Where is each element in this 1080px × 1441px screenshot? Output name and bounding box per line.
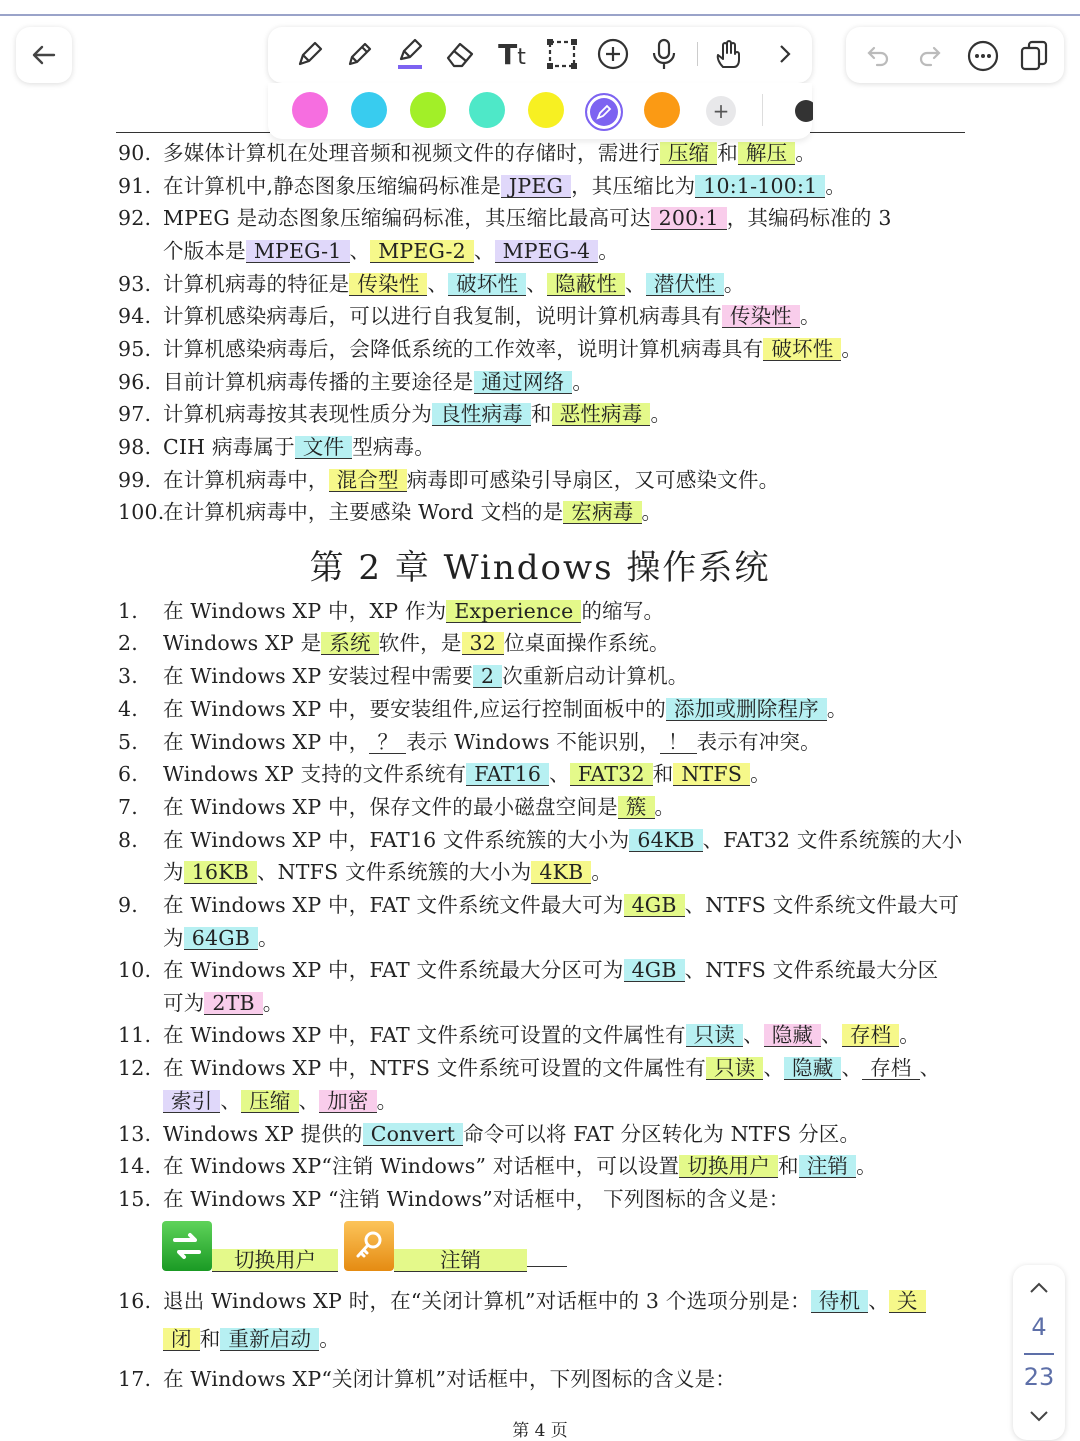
question-text: 。: [376, 1089, 398, 1113]
question-number: 98.: [118, 435, 152, 459]
question-text: 软件，是: [378, 631, 462, 655]
answer-blank: 簇: [618, 796, 655, 819]
question-text: 、: [473, 239, 495, 263]
question-text: 、: [743, 1023, 764, 1047]
question-text: 。: [723, 272, 745, 296]
question-text: 。: [262, 991, 284, 1015]
question-text: 、: [549, 762, 570, 786]
ch2-line: [118, 597, 664, 625]
question-text: 可为: [163, 991, 205, 1015]
question-text: 、: [841, 1056, 863, 1080]
pencil-icon[interactable]: [340, 34, 380, 74]
answer-blank: 200:1: [651, 207, 727, 230]
question-text: 在 Windows XP 安装过程中需要: [163, 664, 473, 688]
ch1-line: [118, 172, 846, 200]
question-text: MPEG 是动态图象压缩编码标准，其压缩比最高可达: [163, 206, 651, 230]
redo-icon[interactable]: [914, 40, 946, 72]
question-text: 。: [258, 926, 279, 950]
question-number: 3.: [118, 664, 138, 688]
answer-blank: 重新启动: [220, 1328, 319, 1351]
question-text: 在计算机中,静态图象压缩编码标准是: [163, 174, 501, 198]
question-text: 在 Windows XP 中，FAT 文件系统文件最大可为: [163, 893, 624, 917]
question-text: Windows XP 支持的文件系统有: [163, 762, 467, 786]
answer-blank: 只读: [686, 1024, 743, 1047]
question-text: 目前计算机病毒传播的主要途径是: [163, 370, 474, 394]
chevron-right-icon[interactable]: [765, 34, 805, 74]
answer-blank: 切换用户: [679, 1155, 778, 1178]
question-number: 11.: [118, 1023, 152, 1047]
answer-blank: 2: [473, 665, 502, 688]
answer-blank: 索引: [163, 1090, 220, 1113]
highlighter-icon[interactable]: [390, 34, 430, 74]
question-number: 99.: [118, 468, 152, 492]
question-number: 1.: [118, 599, 138, 623]
ch1-line: [118, 498, 662, 526]
add-color-button[interactable]: +: [706, 96, 736, 126]
question-text: 、: [349, 239, 371, 263]
lasso-select-icon[interactable]: [542, 34, 582, 74]
ch2-line: [118, 695, 848, 723]
ch1-line: [118, 302, 821, 330]
answer-blank: MPEG-2: [370, 240, 474, 263]
color-swatch-pink[interactable]: [292, 92, 328, 128]
question-text: 、: [298, 1089, 320, 1113]
ch1-line: [118, 368, 593, 396]
answer-blank: 传染性: [722, 305, 800, 328]
switch-user-answer: 切换用户: [212, 1248, 338, 1272]
question-number: 4.: [118, 697, 138, 721]
microphone-icon[interactable]: [644, 34, 684, 74]
color-swatch-orange[interactable]: [644, 92, 680, 128]
answer-blank: 4KB: [531, 861, 591, 884]
question-text: 。: [654, 795, 676, 819]
question-number: 95.: [118, 337, 152, 361]
answer-blank: 存档: [862, 1057, 919, 1080]
answer-blank: 只读: [706, 1057, 763, 1080]
add-circle-icon[interactable]: [593, 34, 633, 74]
answer-blank: 64GB: [184, 927, 258, 950]
question-number: 16.: [118, 1289, 152, 1313]
ch1-line: [118, 237, 619, 265]
question-text: 在 Windows XP 中，要安装组件,应运行控制面板中的: [163, 697, 666, 721]
switch-user-icon: [162, 1221, 212, 1271]
color-swatch-lime[interactable]: [410, 92, 446, 128]
answer-blank: 64KB: [629, 829, 702, 852]
answer-blank: 压缩: [241, 1090, 298, 1113]
touch-gesture-icon[interactable]: [710, 34, 750, 74]
answer-blank: 加密: [319, 1090, 376, 1113]
ch1-line: [118, 433, 435, 461]
toolbar-separator: [697, 42, 698, 66]
ch2-line: [118, 1054, 940, 1082]
ch2-line: [118, 891, 959, 919]
question-text: 命令可以将 FAT 分区转化为 NTFS 分区。: [463, 1122, 861, 1146]
question-text: 。: [650, 402, 672, 426]
ch2b-line: [118, 1287, 926, 1315]
log-off-key-icon: [344, 1221, 394, 1271]
question-text: 表示 Windows 不能识别，: [406, 730, 660, 754]
answer-blank: MPEG-4: [495, 240, 599, 263]
question-text: 在计算机病毒中，主要感染 Word 文档的是: [163, 500, 564, 524]
question-text: 计算机感染病毒后，可以进行自我复制，说明计算机病毒具有: [163, 304, 722, 328]
answer-blank: MPEG-1: [246, 240, 350, 263]
ch2-line: [118, 1185, 789, 1213]
answer-blank: 恶性病毒: [552, 403, 651, 426]
answer-blank: 4GB: [624, 894, 685, 917]
question-text: Windows XP 提供的: [163, 1122, 363, 1146]
question-number: 91.: [118, 174, 152, 198]
question-text: 。: [591, 860, 613, 884]
ch2-line: [118, 793, 675, 821]
question-text: 、: [220, 1089, 242, 1113]
question-number: 8.: [118, 828, 138, 852]
answer-blank: FAT16: [466, 763, 549, 786]
total-pages: 23: [1023, 1363, 1055, 1391]
answer-blank: 32: [462, 632, 505, 655]
question-text: 在 Windows XP 中，FAT 文件系统最大分区可为: [163, 958, 624, 982]
page-navigator: [1013, 1265, 1065, 1440]
question-text: 。: [572, 370, 594, 394]
question-text: 。: [826, 697, 848, 721]
question-text: ，其编码标准的 3: [726, 206, 892, 230]
ch2-line: [118, 1021, 920, 1049]
ch2-line: [118, 956, 938, 984]
question-text: 在 Windows XP 中，XP 作为: [163, 599, 447, 623]
question-text: 在 Windows XP 中，NTFS 文件系统可设置的文件属性有: [163, 1056, 706, 1080]
text-format-icon[interactable]: T t: [498, 37, 526, 71]
question-text: 、: [868, 1289, 889, 1313]
ch1-line: [118, 335, 862, 363]
question-text: 、: [821, 1023, 842, 1047]
question-number: 93.: [118, 272, 152, 296]
question-number: 15.: [118, 1187, 152, 1211]
question-text: Windows XP 是: [163, 631, 322, 655]
question-number: 12.: [118, 1056, 152, 1080]
question-number: 10.: [118, 958, 152, 982]
answer-blank: 破坏性: [448, 273, 526, 296]
current-page-number[interactable]: 4: [1031, 1313, 1047, 1341]
question-number: 9.: [118, 893, 138, 917]
ch1-line: [118, 139, 816, 167]
question-text: 、: [919, 1056, 941, 1080]
ch2-line: [118, 989, 284, 1017]
question-text: 为: [163, 926, 184, 950]
answer-blank: ？: [369, 731, 406, 754]
question-text: 和: [530, 402, 552, 426]
question-text: 计算机病毒的特征是: [163, 272, 350, 296]
page-divider: [1024, 1353, 1054, 1355]
question-text: 表示有冲突。: [696, 730, 821, 754]
question-text: 在 Windows XP“注销 Windows” 对话框中，可以设置: [163, 1154, 680, 1178]
answer-blank: Convert: [363, 1123, 463, 1146]
answer-blank: Experience: [446, 600, 581, 623]
chevron-up-icon[interactable]: [1028, 1280, 1050, 1296]
ch2-line: [118, 858, 612, 886]
question-text: 、FAT32 文件系统簇的大小: [702, 828, 963, 852]
ch2-line: [118, 924, 279, 952]
answer-blank: 解压: [738, 142, 795, 165]
answer-blank: 添加或删除程序: [666, 698, 827, 721]
question-text: 。: [899, 1023, 920, 1047]
answer-blank: 16KB: [184, 861, 257, 884]
color-swatch-mint[interactable]: [469, 92, 505, 128]
answer-blank: 2TB: [204, 992, 262, 1015]
answer-blank: 系统: [321, 632, 378, 655]
question-number: 14.: [118, 1154, 152, 1178]
question-text: 在 Windows XP 中，FAT 文件系统可设置的文件属性有: [163, 1023, 686, 1047]
ch2-line: [118, 629, 670, 657]
question-number: 100.: [118, 500, 165, 524]
question-text: 。: [800, 304, 821, 328]
question-text: 。: [750, 762, 771, 786]
top-rule-left: [116, 132, 270, 133]
question-number: 6.: [118, 762, 138, 786]
question-text: 和: [199, 1327, 221, 1351]
question-text: 、: [625, 272, 646, 296]
question-number: 5.: [118, 730, 138, 754]
answer-blank: FAT32: [570, 763, 653, 786]
chevron-down-icon[interactable]: [1028, 1408, 1050, 1424]
question-text: 在 Windows XP 中，: [163, 730, 370, 754]
answer-blank: 注销: [799, 1155, 856, 1178]
log-off-answer: 注销: [394, 1248, 567, 1272]
more-icon[interactable]: [965, 38, 1001, 74]
question-text: ，其压缩比为: [571, 174, 696, 198]
question-text: 。: [641, 500, 663, 524]
answer-blank: 宏病毒: [563, 501, 641, 524]
ch2-line: [118, 1120, 860, 1148]
question-text: 和: [717, 141, 738, 165]
question-text: 、NTFS 文件系统文件最大可: [684, 893, 960, 917]
question-text: 。: [856, 1154, 877, 1178]
question-number: 7.: [118, 795, 138, 819]
question-text: 、NTFS 文件系统簇的大小为: [256, 860, 532, 884]
answer-blank: 隐藏: [764, 1024, 821, 1047]
answer-blank: 隐藏: [784, 1057, 841, 1080]
answer-blank: 4GB: [624, 959, 685, 982]
question-text: 。: [825, 174, 847, 198]
answer-blank: 良性病毒: [432, 403, 531, 426]
question-text: 。: [841, 337, 863, 361]
ch2-line: [118, 1152, 877, 1180]
question-text: 。: [319, 1327, 340, 1351]
color-swatch-yellow[interactable]: [528, 92, 564, 128]
question-text: 在 Windows XP “注销 Windows”对话框中， 下列图标的含义是：: [163, 1187, 790, 1211]
answer-blank: 存档: [842, 1024, 899, 1047]
ch2-line: [118, 662, 689, 690]
pen-icon[interactable]: [290, 34, 330, 74]
question-number: 96.: [118, 370, 152, 394]
question-text: 次重新启动计算机。: [502, 664, 689, 688]
ch2b-line: [118, 1325, 340, 1353]
arrow-left-icon: [30, 41, 58, 69]
eraser-icon[interactable]: [440, 34, 480, 74]
page-footer: 第 4 页: [512, 1421, 568, 1441]
question-text: 的缩写。: [581, 599, 665, 623]
palette-separator: [762, 94, 763, 126]
question-text: 。: [795, 141, 817, 165]
answer-blank: 待机: [811, 1290, 868, 1313]
ch2-line: [118, 728, 821, 756]
question-text: 、: [526, 272, 547, 296]
answer-blank: NTFS: [673, 763, 750, 786]
ch1-line: [118, 466, 779, 494]
question-number: 13.: [118, 1122, 152, 1146]
question-text: 和: [778, 1154, 799, 1178]
ch2-line: [118, 760, 771, 788]
answer-blank: 传染性: [349, 273, 427, 296]
question-text: 。: [598, 239, 619, 263]
question-text: 退出 Windows XP 时，在“关闭计算机”对话框中的 3 个选项分别是：: [163, 1289, 811, 1313]
question-text: 计算机感染病毒后，会降低系统的工作效率，说明计算机病毒具有: [163, 337, 764, 361]
question-number: 17.: [118, 1367, 152, 1391]
color-swatch-cyan[interactable]: [351, 92, 387, 128]
question-text: 在 Windows XP 中，保存文件的最小磁盘空间是: [163, 795, 618, 819]
answer-blank: 10:1-100:1: [695, 175, 825, 198]
ch1-line: [118, 400, 671, 428]
answer-blank: 通过网络: [474, 371, 573, 394]
question-text: 在计算机病毒中，: [163, 468, 329, 492]
answer-blank: 潜伏性: [646, 273, 724, 296]
answer-blank: 关: [889, 1290, 926, 1313]
ch2-line: [118, 826, 963, 854]
answer-blank: ！: [660, 731, 697, 754]
question-number: 97.: [118, 402, 152, 426]
color-swatch-purple-selected[interactable]: [585, 93, 623, 131]
top-rule-right: [810, 132, 965, 133]
question-text: 病毒即可感染引导扇区，又可感染文件。: [406, 468, 780, 492]
question-text: 、: [427, 272, 449, 296]
back-button[interactable]: [16, 27, 72, 83]
question-text: 、NTFS 文件系统最大分区: [684, 958, 939, 982]
question-number: 90.: [118, 141, 152, 165]
question-text: 个版本是: [163, 239, 246, 263]
answer-blank: 闭: [163, 1328, 200, 1351]
question-text: 型病毒。: [352, 435, 435, 459]
answer-blank: 压缩: [660, 142, 717, 165]
question-number: 2.: [118, 631, 138, 655]
question-text: 位桌面操作系统。: [504, 631, 670, 655]
question-number: 94.: [118, 304, 152, 328]
answer-blank: 文件: [295, 436, 352, 459]
answer-blank: 破坏性: [763, 338, 841, 361]
question-text: 、: [763, 1056, 785, 1080]
question-text: 多媒体计算机在处理音频和视频文件的存储时，需进行: [163, 141, 660, 165]
question-text: 计算机病毒按其表现性质分为: [163, 402, 433, 426]
undo-icon[interactable]: [862, 40, 894, 72]
question-text: 在 Windows XP“关闭计算机”对话框中，下列图标的含义是：: [163, 1367, 736, 1391]
question-text: 和: [652, 762, 674, 786]
answer-blank: 隐蔽性: [547, 273, 625, 296]
question-text: CIH 病毒属于: [163, 435, 295, 459]
question-text: 在 Windows XP 中，FAT16 文件系统簇的大小为: [163, 828, 630, 852]
pen-mark-icon: [595, 103, 613, 121]
ch2-line: [118, 1087, 397, 1115]
ch1-line: [118, 204, 892, 232]
answer-blank: JPEG: [501, 175, 571, 198]
question-text: 为: [163, 860, 184, 884]
copy-pages-icon[interactable]: [1016, 38, 1052, 74]
ch1-line: [118, 270, 745, 298]
answer-blank: 混合型: [329, 469, 407, 492]
question-number: 92.: [118, 206, 152, 230]
ch2b-line: [118, 1365, 736, 1393]
chapter-title: 第 2 章 Windows 操作系统: [309, 548, 771, 588]
